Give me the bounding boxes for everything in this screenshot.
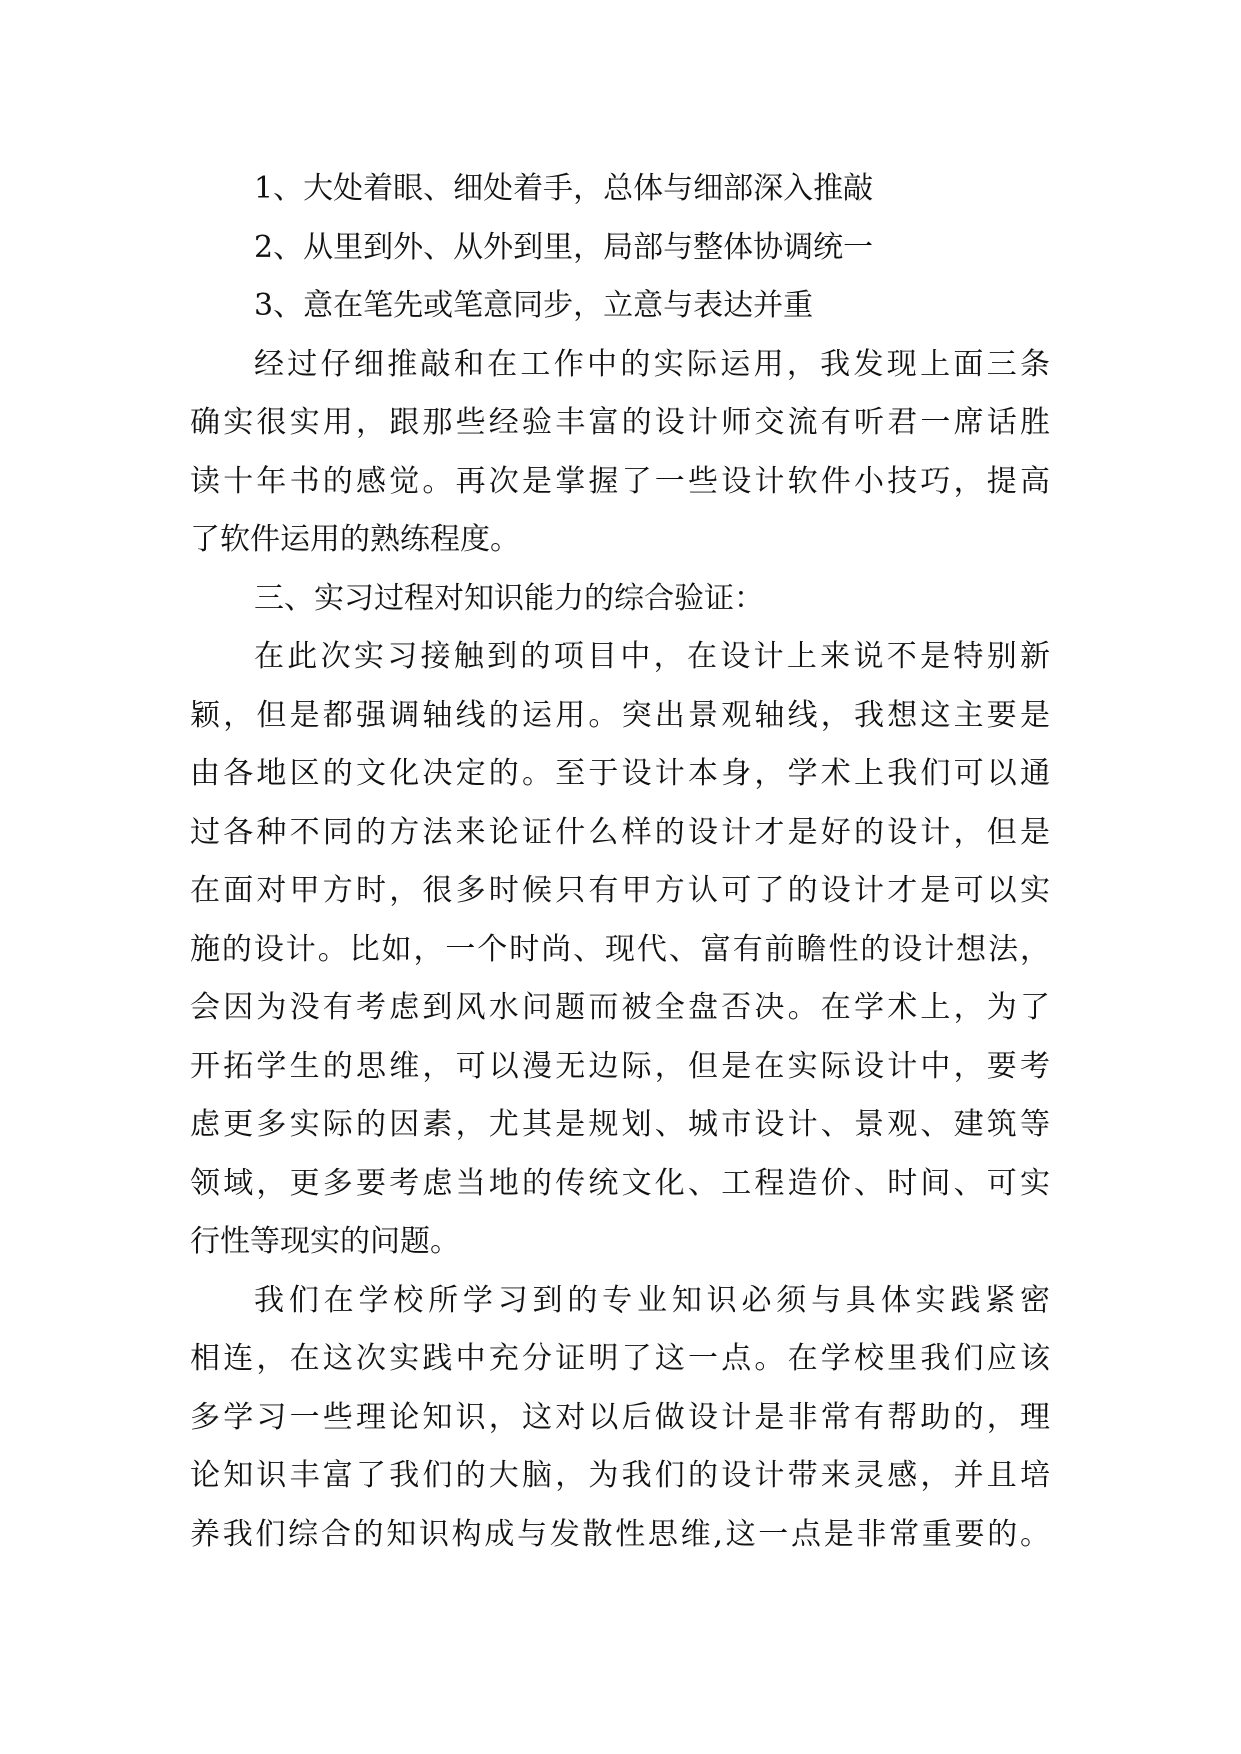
- paragraph-line: 虑更多实际的因素，尤其是规划、城市设计、景观、建筑等: [190, 1107, 1050, 1142]
- paragraph-line: 论知识丰富了我们的大脑，为我们的设计带来灵感，并且培: [190, 1458, 1050, 1493]
- paragraph-line: 领域，更多要考虑当地的传统文化、工程造价、时间、可实: [190, 1165, 1050, 1201]
- list-item-3: 3、意在笔先或笔意同步，立意与表达并重: [254, 288, 814, 323]
- paragraph-line: 行性等现实的问题。: [190, 1224, 460, 1259]
- paragraph-line: 相连，在这次实践中充分证明了这一点。在学校里我们应该: [190, 1341, 1050, 1376]
- section-heading: 三、实习过程对知识能力的综合验证：: [254, 580, 764, 616]
- paragraph-line: 开拓学生的思维，可以漫无边际，但是在实际设计中，要考: [190, 1048, 1050, 1084]
- paragraph-line: 在此次实习接触到的项目中，在设计上来说不是特别新: [254, 639, 1050, 674]
- paragraph-line: 在面对甲方时，很多时候只有甲方认可了的设计才是可以实: [190, 873, 1050, 908]
- paragraph-line: 由各地区的文化决定的。至于设计本身，学术上我们可以通: [190, 756, 1050, 791]
- document-body: [190, 160, 1050, 1564]
- paragraph-line: 养我们综合的知识构成与发散性思维,这一点是非常重要的。: [190, 1516, 1050, 1552]
- list-item-1: 1、大处着眼、细处着手，总体与细部深入推敲: [254, 171, 874, 206]
- paragraph-line: 我们在学校所学习到的专业知识必须与具体实践紧密: [254, 1282, 1050, 1318]
- paragraph-line: 施的设计。比如，一个时尚、现代、富有前瞻性的设计想法，: [190, 931, 1050, 967]
- paragraph-line: 会因为没有考虑到风水问题而被全盘否决。在学术上，为了: [190, 990, 1050, 1025]
- paragraph-line: 颖，但是都强调轴线的运用。突出景观轴线，我想这主要是: [190, 697, 1050, 733]
- paragraph-line: 经过仔细推敲和在工作中的实际运用，我发现上面三条: [254, 346, 1050, 382]
- paragraph-line: 读十年书的感觉。再次是掌握了一些设计软件小技巧，提高: [190, 463, 1050, 499]
- paragraph-line: 过各种不同的方法来论证什么样的设计才是好的设计，但是: [190, 814, 1050, 850]
- paragraph-line: 确实很实用，跟那些经验丰富的设计师交流有听君一席话胜: [190, 405, 1050, 440]
- paragraph-line: 多学习一些理论知识，这对以后做设计是非常有帮助的，理: [190, 1399, 1050, 1435]
- paragraph-line: 了软件运用的熟练程度。: [190, 522, 520, 557]
- list-item-2: 2、从里到外、从外到里，局部与整体协调统一: [254, 229, 874, 265]
